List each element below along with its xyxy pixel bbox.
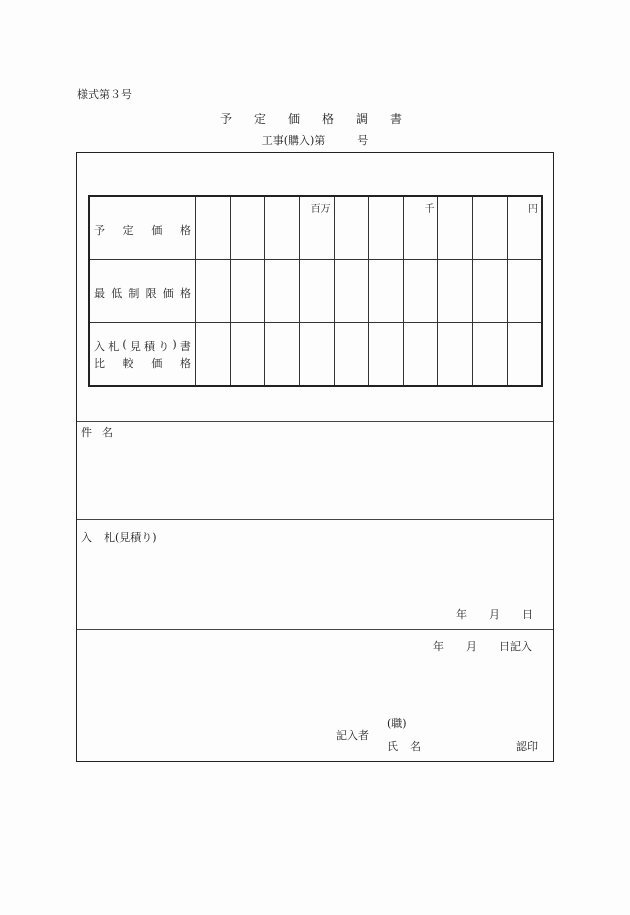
bid-date-day: 日 [522, 608, 533, 621]
digit-cell[interactable] [230, 260, 265, 323]
digit-cell[interactable] [438, 196, 473, 260]
digit-cell[interactable] [196, 196, 231, 260]
digit-cell[interactable] [438, 323, 473, 387]
digit-cell[interactable] [334, 260, 369, 323]
divider [77, 519, 553, 520]
document-title: 予定価格調書 [219, 112, 424, 126]
digit-cell-millions[interactable] [299, 196, 334, 260]
bid-date-year: 年 [456, 608, 467, 621]
subtitle-right: 号 [357, 134, 369, 147]
digit-cell[interactable] [473, 323, 508, 387]
document-subtitle [0, 132, 630, 148]
digit-cell[interactable] [369, 323, 404, 387]
row-minimum-price [89, 260, 542, 323]
record-date-month: 月 [466, 640, 477, 653]
row-bid-comparison-price [89, 323, 542, 387]
row-planned-price [89, 196, 542, 260]
unit-millions: 百万 [310, 204, 331, 215]
unit-yen: 円 [528, 204, 538, 215]
digit-cell[interactable] [265, 260, 300, 323]
bid-area[interactable] [80, 546, 550, 601]
record-date [433, 638, 532, 654]
row-label-bid-comparison: 入 札 ( 見 積 り ) 書 比 較 価 格 [89, 323, 196, 387]
digit-cell[interactable] [507, 323, 542, 387]
record-date-day: 日記入 [499, 640, 532, 653]
digit-cell[interactable] [473, 196, 508, 260]
digit-cell[interactable] [403, 260, 438, 323]
digit-cell[interactable] [230, 323, 265, 387]
bid-label: 入 札(見積り) [81, 531, 157, 544]
name-field[interactable] [430, 735, 510, 753]
subtitle-left: 工事(購入)第 [261, 134, 326, 147]
role-label: (職) [387, 717, 407, 730]
project-name-area[interactable] [80, 438, 550, 516]
digit-cell[interactable] [473, 260, 508, 323]
digit-cell[interactable] [369, 196, 404, 260]
digit-cell[interactable] [403, 323, 438, 387]
recorder-label: 記入者 [336, 729, 369, 742]
record-date-year: 年 [433, 640, 444, 653]
divider [77, 629, 553, 630]
digit-cell-yen[interactable] [507, 196, 542, 260]
digit-cell[interactable] [438, 260, 473, 323]
digit-cell[interactable] [299, 323, 334, 387]
digit-cell[interactable] [230, 196, 265, 260]
row-label-planned-price: 予 定 価 格 [89, 196, 196, 260]
price-table [88, 195, 543, 387]
project-name-label: 件名 [81, 426, 123, 439]
divider [77, 421, 553, 422]
digit-cell[interactable] [334, 196, 369, 260]
bid-date-month: 月 [489, 608, 500, 621]
bid-date [456, 606, 533, 622]
digit-cell-thousands[interactable] [403, 196, 438, 260]
digit-cell[interactable] [265, 196, 300, 260]
digit-cell[interactable] [196, 323, 231, 387]
digit-cell[interactable] [299, 260, 334, 323]
digit-cell[interactable] [334, 323, 369, 387]
digit-cell[interactable] [265, 323, 300, 387]
digit-cell[interactable] [507, 260, 542, 323]
unit-thousands: 千 [424, 204, 435, 215]
form-number: 様式第３号 [77, 88, 132, 101]
seal-label: 認印 [516, 740, 538, 753]
digit-cell[interactable] [196, 260, 231, 323]
name-label: 氏名 [387, 740, 433, 753]
digit-cell[interactable] [369, 260, 404, 323]
row-label-minimum-price: 最 低 制 限 価 格 [89, 260, 196, 323]
